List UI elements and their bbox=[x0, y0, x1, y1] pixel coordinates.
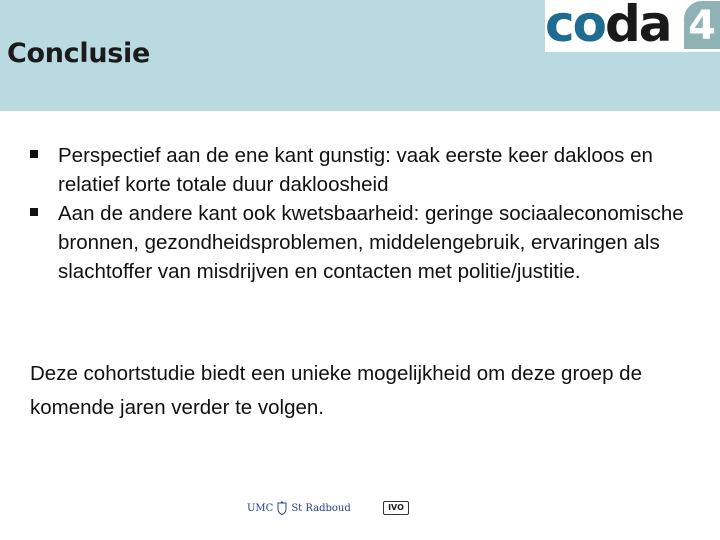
ivo-logo: IVO bbox=[383, 501, 409, 515]
bullet-square-icon bbox=[30, 150, 38, 158]
slide-title: Conclusie bbox=[7, 38, 151, 69]
logo-text-co: co bbox=[545, 0, 605, 53]
logo-text-da: da bbox=[605, 0, 671, 53]
umc-radboud-logo bbox=[247, 499, 351, 517]
logo-badge bbox=[684, 1, 720, 49]
crest-icon bbox=[277, 501, 287, 515]
bullet-list bbox=[30, 141, 700, 286]
radboud-text: St Radboud bbox=[291, 502, 351, 514]
bullet-square-icon bbox=[30, 208, 38, 216]
umc-text: UMC bbox=[247, 502, 274, 514]
logo-number: 4 bbox=[688, 3, 716, 49]
bullet-item bbox=[30, 141, 700, 199]
conclusion-paragraph: Deze cohortstudie biedt een unieke mogelijkheid om deze groep de komende jaren verder te volgen. bbox=[30, 362, 642, 419]
coda4-logo bbox=[545, 0, 720, 52]
bullet-item bbox=[30, 199, 700, 286]
bullet-text: Perspectief aan de ene kant gunstig: vaak eerste keer dakloos en relatief korte totale duur dakloosheid bbox=[58, 144, 653, 196]
bullet-text: Aan de andere kant ook kwetsbaarheid: geringe sociaaleconomische bronnen, gezondheidsproblemen, middelengebruik, ervaringen als slachtoffer van misdrijven en contacten met politie/justitie. bbox=[58, 202, 684, 283]
